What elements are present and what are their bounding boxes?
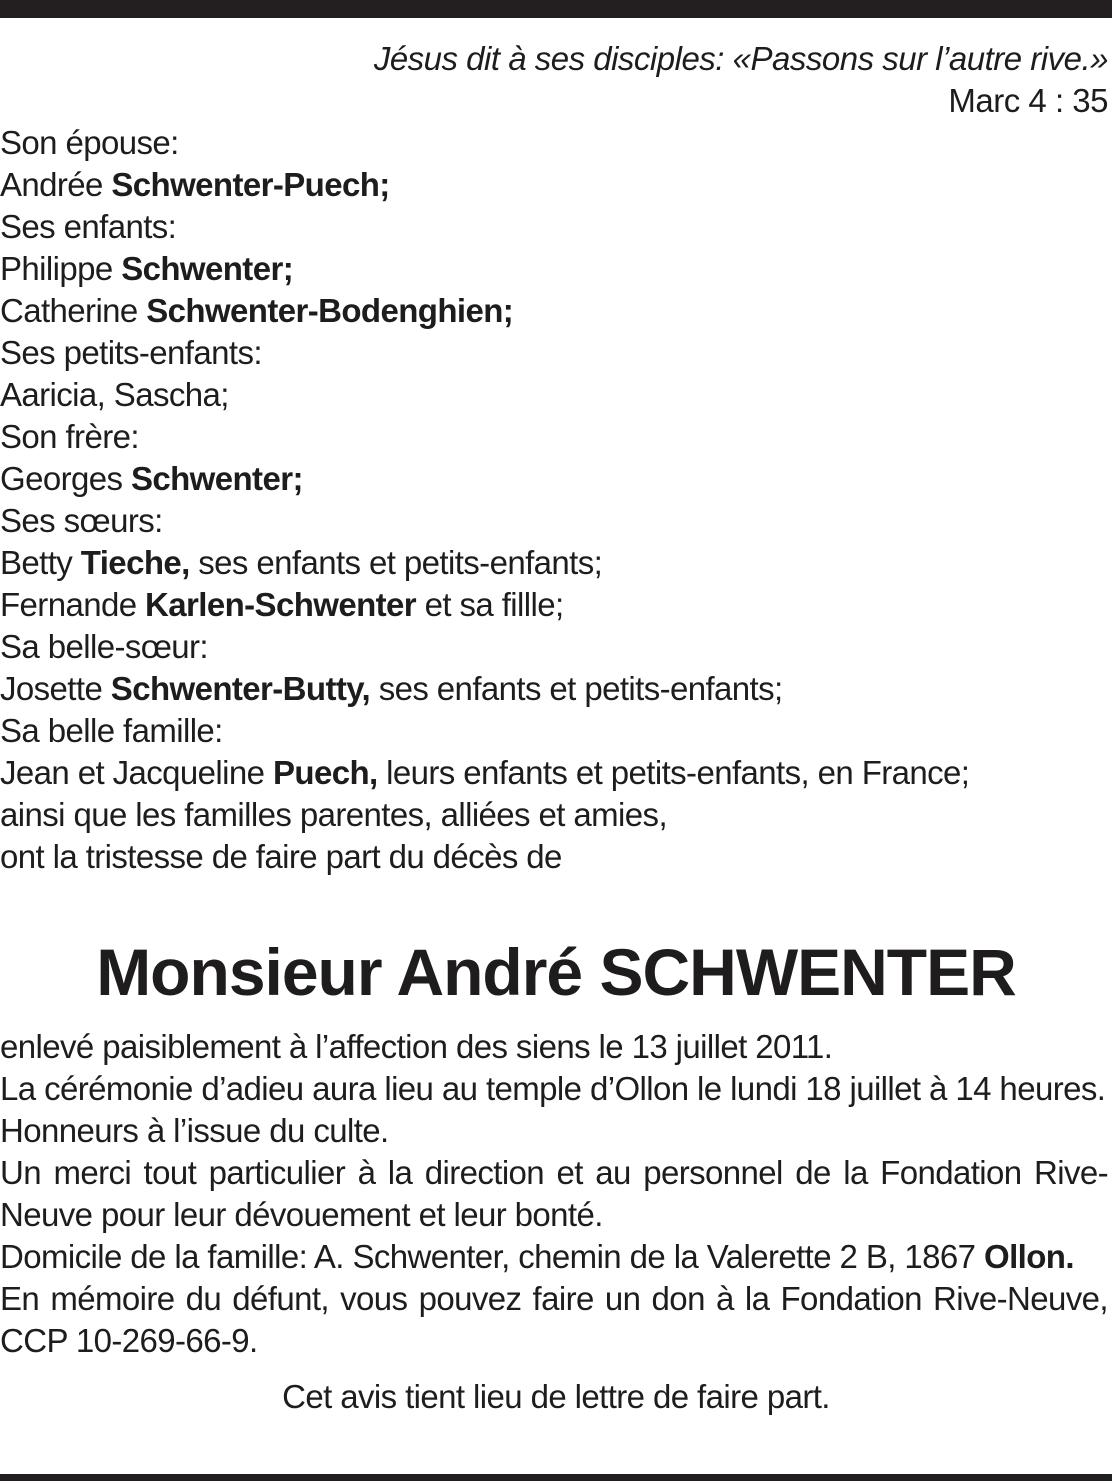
child-first-name: Catherine bbox=[0, 292, 138, 329]
sister-line bbox=[0, 584, 1108, 626]
bottom-border-rule bbox=[0, 1474, 1112, 1481]
deceased-name-heading: Monsieur André SCHWENTER bbox=[96, 935, 1016, 1009]
child-line bbox=[0, 290, 1108, 332]
grandchildren-label: Ses petits-enfants: bbox=[0, 334, 262, 371]
other-families: ainsi que les familles parentes, alliées et amies, bbox=[0, 796, 668, 833]
spouse-line bbox=[0, 164, 1108, 206]
sister-details: ses enfants et petits-enfants; bbox=[198, 544, 603, 581]
child-last-name: Schwenter; bbox=[121, 250, 294, 287]
brother-first-name: Georges bbox=[0, 460, 123, 497]
notice-body bbox=[0, 1026, 1108, 1418]
sister-last-name: Karlen-Schwenter bbox=[145, 586, 417, 623]
passing-text: enlevé paisiblement à l’affection des siens le 13 juillet 2011. bbox=[0, 1028, 833, 1065]
sister-in-law-first-name: Josette bbox=[0, 670, 103, 707]
child-first-name: Philippe bbox=[0, 250, 113, 287]
honors-text: Honneurs à l’issue du culte. bbox=[0, 1112, 389, 1149]
sister-first-name: Fernande bbox=[0, 586, 137, 623]
in-laws-label: Sa belle famille: bbox=[0, 712, 223, 749]
sister-first-name: Betty bbox=[0, 544, 73, 581]
brother-last-name: Schwenter; bbox=[130, 460, 303, 497]
spouse-label: Son épouse: bbox=[0, 124, 179, 161]
spouse-first-name: Andrée bbox=[0, 166, 103, 203]
announcement-line: ont la tristesse de faire part du décès de bbox=[0, 838, 562, 875]
sisters-label: Ses sœurs: bbox=[0, 502, 163, 539]
family-list bbox=[0, 122, 1108, 878]
sister-in-law-label: Sa belle-sœur: bbox=[0, 628, 209, 665]
thanks-text: Un merci tout particulier à la direction et au personnel de la Fondation Rive-Neuve pour leur dévouement et leur bonté. bbox=[0, 1154, 1108, 1233]
domicile-address: Domicile de la famille: A. Schwenter, chemin de la Valerette 2 B, 1867 bbox=[0, 1238, 976, 1275]
child-line bbox=[0, 248, 1108, 290]
sister-in-law-line bbox=[0, 668, 1108, 710]
quote-reference: Marc 4 : 35 bbox=[948, 82, 1108, 119]
spouse-last-name: Schwenter-Puech; bbox=[111, 166, 390, 203]
sister-in-law-last-name: Schwenter-Butty, bbox=[110, 670, 371, 707]
sister-details: et sa fillle; bbox=[424, 586, 564, 623]
child-last-name: Schwenter-Bodenghien; bbox=[146, 292, 514, 329]
brother-line bbox=[0, 458, 1108, 500]
children-label: Ses enfants: bbox=[0, 208, 177, 245]
in-laws-first-names: Jean et Jacqueline bbox=[0, 754, 265, 791]
brother-label: Son frère: bbox=[0, 418, 139, 455]
in-laws-details: leurs enfants et petits-enfants, en France; bbox=[386, 754, 970, 791]
in-laws-last-name: Puech, bbox=[272, 754, 378, 791]
sister-in-law-details: ses enfants et petits-enfants; bbox=[378, 670, 783, 707]
ceremony-text: La cérémonie d’adieu aura lieu au temple d’Ollon le lundi 18 juillet à 14 heures. bbox=[0, 1070, 1106, 1107]
grandchildren-names: Aaricia, Sascha; bbox=[0, 376, 229, 413]
sister-last-name: Tieche, bbox=[80, 544, 190, 581]
sister-line bbox=[0, 542, 1108, 584]
quote-text: Jésus dit à ses disciples: «Passons sur l’autre rive.» bbox=[373, 40, 1108, 77]
top-border-rule bbox=[0, 0, 1112, 18]
donation-text: En mémoire du défunt, vous pouvez faire un don à la Fondation Rive-Neuve, CCP 10-269-66-9. bbox=[0, 1280, 1108, 1359]
domicile-town: Ollon. bbox=[984, 1238, 1074, 1275]
in-laws-line bbox=[0, 752, 1108, 794]
closing-text: Cet avis tient lieu de lettre de faire part. bbox=[282, 1378, 830, 1415]
domicile-text bbox=[0, 1236, 1108, 1278]
bible-quote bbox=[374, 38, 1108, 122]
